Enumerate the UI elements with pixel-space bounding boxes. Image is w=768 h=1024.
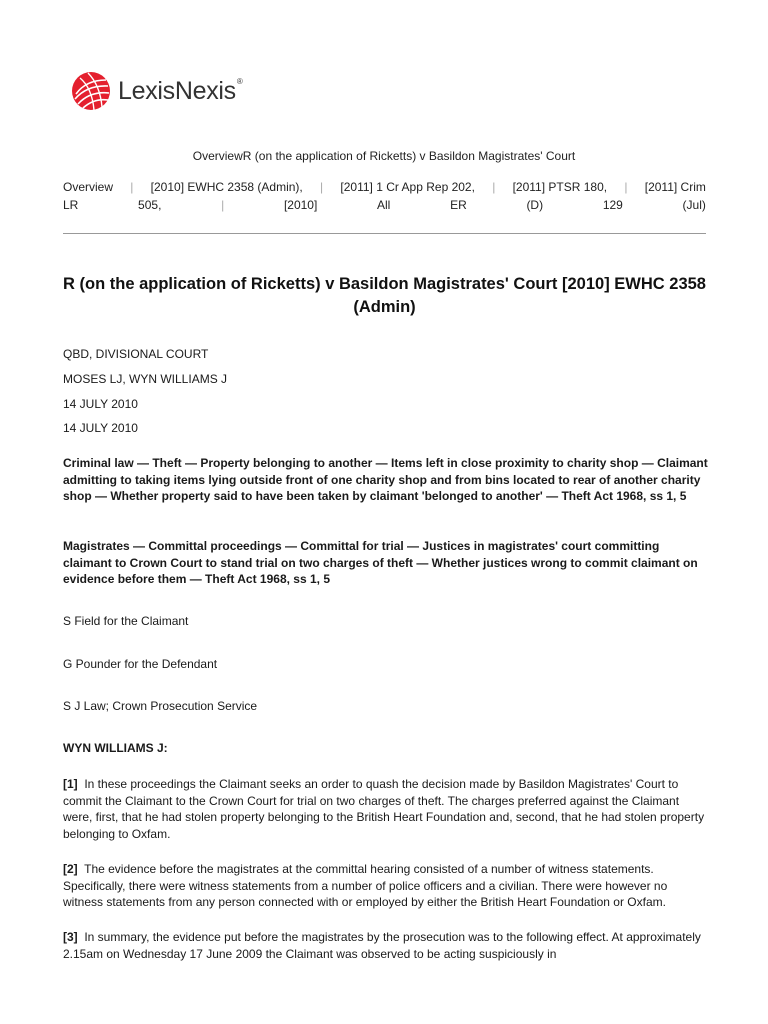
paragraph-text: In summary, the evidence put before the magistrates by the prosecution was to the following effect. At approximately 2.15am on Wednesday 17 June 2009 the Claimant was observed to be acting suspiciously in bbox=[63, 930, 701, 961]
paragraph-text: The evidence before the magistrates at the committal hearing consisted of a number of witness statements. Specifically, there were witness statements from a number of police officers and a civilian. There were however no witness statements from any person connected with or employed by either the British Heart Foundation or Oxfam. bbox=[63, 862, 668, 909]
catchwords-magistrates: Magistrates — Committal proceedings — Committal for trial — Justices in magistrates' court committing claimant to Crown Court to stand trial on two charges of theft — Whether justices wrong to commit claimant on evidence before them — Theft Act 1968, ss 1, 5 bbox=[63, 539, 698, 586]
citation-line-1 bbox=[63, 180, 706, 194]
citation-separator: | bbox=[130, 180, 134, 194]
citation-separator: | bbox=[320, 180, 324, 194]
judgment-date-2: 14 JULY 2010 bbox=[63, 421, 138, 435]
citation-all-er-d[interactable]: (D) bbox=[526, 198, 544, 212]
brand-wordmark: LexisNexis® bbox=[118, 76, 243, 105]
citation-crim-lr-part2[interactable]: LR bbox=[63, 198, 79, 212]
judge-heading: WYN WILLIAMS J: bbox=[63, 741, 168, 755]
citation-separator: | bbox=[221, 198, 225, 212]
divider bbox=[63, 233, 706, 234]
counsel-defendant: G Pounder for the Defendant bbox=[63, 657, 218, 671]
paragraph-3 bbox=[63, 929, 708, 962]
citation-all-er-month[interactable]: (Jul) bbox=[682, 198, 706, 212]
judgment-date: 14 JULY 2010 bbox=[63, 397, 138, 411]
paragraph-2 bbox=[63, 861, 708, 911]
solicitors: S J Law; Crown Prosecution Service bbox=[63, 699, 258, 713]
case-title: R (on the application of Ricketts) v Basildon Magistrates' Court [2010] EWHC 2358 (Admin) bbox=[63, 275, 706, 316]
citation-line-2 bbox=[63, 198, 706, 212]
citation-separator: | bbox=[624, 180, 628, 194]
citation-all-er-er[interactable]: ER bbox=[450, 198, 467, 212]
counsel-claimant: S Field for the Claimant bbox=[63, 614, 189, 628]
citation-crim-lr-part1[interactable]: [2011] Crim bbox=[644, 180, 706, 194]
judges: MOSES LJ, WYN WILLIAMS J bbox=[63, 372, 228, 386]
paragraph-number: [3] bbox=[63, 930, 78, 944]
citation-all-er-all[interactable]: All bbox=[377, 198, 391, 212]
paragraph-number: [2] bbox=[63, 862, 78, 876]
lexisnexis-logo bbox=[70, 70, 242, 112]
citation-all-er-num[interactable]: 129 bbox=[602, 198, 623, 212]
citation-all-er-year[interactable]: [2010] bbox=[283, 198, 318, 212]
court-name: QBD, DIVISIONAL COURT bbox=[63, 347, 209, 361]
overview-title: OverviewR (on the application of Ricketts) v Basildon Magistrates' Court bbox=[192, 149, 576, 163]
citation-ewhc[interactable]: [2010] EWHC 2358 (Admin), bbox=[150, 180, 303, 194]
paragraph-number: [1] bbox=[63, 777, 78, 791]
citation-ptsr[interactable]: [2011] PTSR 180, bbox=[512, 180, 608, 194]
citation-cr-app-rep[interactable]: [2011] 1 Cr App Rep 202, bbox=[340, 180, 475, 194]
catchwords-criminal-law: Criminal law — Theft — Property belonging to another — Items left in close proximity to charity shop — Claimant admitting to taking items lying outside front of one charity shop and from bins located to rear of another charity shop — Whether property said to have been taken by claimant 'belonged to another' — Theft Act 1968, ss 1, 5 bbox=[63, 456, 708, 503]
paragraph-1 bbox=[63, 776, 708, 842]
tab-overview[interactable]: Overview bbox=[63, 180, 114, 194]
citation-separator: | bbox=[492, 180, 496, 194]
citation-crim-lr-page[interactable]: 505, bbox=[138, 198, 162, 212]
paragraph-text: In these proceedings the Claimant seeks an order to quash the decision made by Basildon Magistrates' Court to commit the Claimant to the Crown Court for trial on two charges of theft. The charges preferred against the Claimant were, first, that he had stolen property belonging to the British Heart Foundation and, second, that he had stolen property belonging to Oxfam. bbox=[63, 777, 705, 841]
lexisnexis-globe-icon bbox=[70, 70, 112, 112]
